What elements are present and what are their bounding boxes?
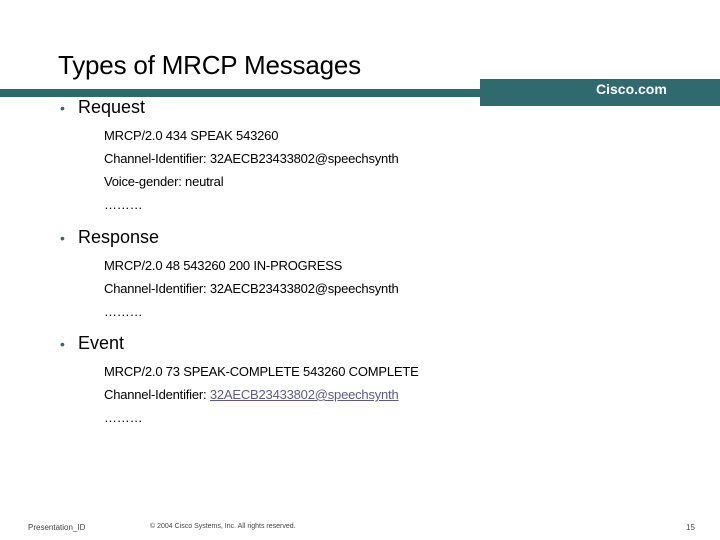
- bullet-icon: •: [60, 336, 65, 352]
- section-request: [60, 97, 399, 216]
- bullet-request: [60, 97, 399, 118]
- bullet-icon: •: [60, 100, 65, 116]
- channel-identifier-link[interactable]: 32AECB23433802@speechsynth: [209, 387, 399, 402]
- ellipsis-line: ………: [104, 197, 143, 212]
- message-line: MRCP/2.0 434 SPEAK 543260: [104, 128, 279, 143]
- message-line: [104, 383, 419, 406]
- footer-presentation-id: Presentation_ID: [28, 523, 86, 532]
- bullet-icon: •: [60, 230, 65, 246]
- brand-logo-text: Cisco.com: [596, 81, 667, 97]
- message-line: Voice-gender: neutral: [104, 174, 224, 189]
- header-name: Channel-Identifier:: [104, 387, 210, 402]
- bullet-response: [60, 227, 399, 248]
- ellipsis-line: ………: [104, 304, 143, 319]
- section-heading: Event: [78, 333, 125, 353]
- section-response: [60, 227, 399, 323]
- message-line: Channel-Identifier: 32AECB23433802@speechsynth: [104, 281, 399, 296]
- message-line: Channel-Identifier: 32AECB23433802@speechsynth: [104, 151, 399, 166]
- ellipsis-line: ………: [104, 410, 143, 425]
- title-rule-bar: [0, 89, 482, 97]
- message-line: MRCP/2.0 73 SPEAK-COMPLETE 543260 COMPLETE: [104, 364, 419, 379]
- bullet-event: [60, 333, 419, 354]
- page-number: 15: [686, 523, 695, 532]
- section-heading: Request: [78, 97, 146, 117]
- section-event: [60, 333, 419, 429]
- slide-title: Types of MRCP Messages: [58, 50, 361, 80]
- section-heading: Response: [78, 227, 160, 247]
- footer-copyright: © 2004 Cisco Systems, Inc. All rights reserved.: [150, 523, 296, 530]
- message-line: MRCP/2.0 48 543260 200 IN-PROGRESS: [104, 258, 343, 273]
